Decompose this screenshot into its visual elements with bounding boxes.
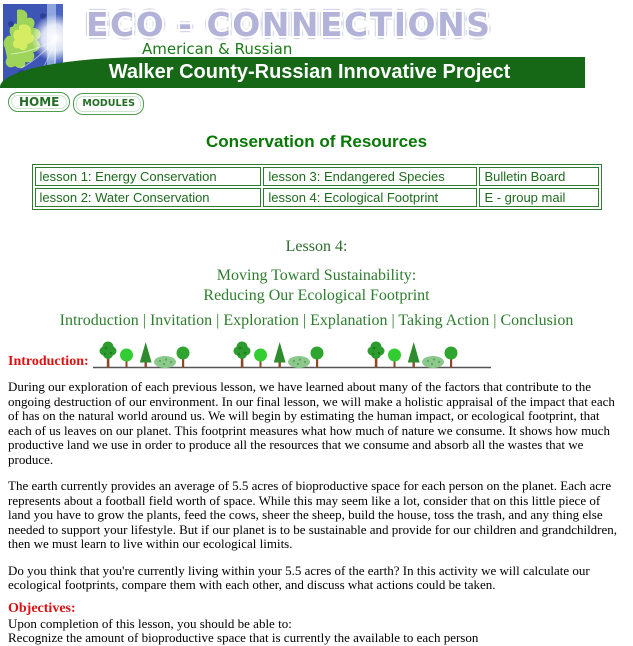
section-link-taking-action[interactable]: Taking Action [398, 312, 490, 329]
banner-title: Walker County-Russian Innovative Project [108, 61, 511, 83]
section-link-exploration[interactable]: Exploration [223, 312, 299, 329]
intro-paragraph-2: The earth currently provides an average of 5.5 acres of bioproductive space for each person on the planet. Each acre represents about a football field worth of space. While this may seem like a lot, consider that on this little piece of land you have to grow the plants, feed the cows, sheer the sheep, build the house, toss the trash, and any thing else needed to support your lifestyle. But if our planet is to be sustainable and provide for our children and grandchildren, then we must learn to live within our ecological limits. [8, 478, 618, 551]
lesson-heading: Lesson 4: [285, 238, 348, 255]
separator: | [387, 312, 399, 329]
lesson-subtitle-line2: Reducing Our Ecological Footprint [203, 287, 430, 304]
modules-button[interactable]: MODULES [73, 93, 144, 115]
table-row [35, 167, 599, 186]
introduction-label: Introduction: [8, 354, 89, 369]
separator: | [212, 312, 224, 329]
lesson-4-link[interactable]: lesson 4: Ecological Footprint [263, 188, 477, 207]
separator: | [489, 312, 501, 329]
section-link-explanation[interactable]: Explanation [310, 312, 388, 329]
main-content [0, 132, 633, 646]
lesson-1-link[interactable]: lesson 1: Energy Conservation [35, 167, 262, 186]
bulletin-board-link[interactable]: Bulletin Board [479, 167, 598, 186]
home-button[interactable]: HOME [8, 92, 70, 112]
intro-paragraph-3: Do you think that you're currently living within your 5.5 acres of the earth? In this activity we will calculate our ecological footprints, compare them with each other, and discuss what actions could be taken. [8, 562, 590, 592]
section-link-introduction[interactable]: Introduction [59, 312, 139, 329]
banner [0, 57, 585, 88]
lesson-table [32, 164, 602, 210]
intro-paragraph-1: During our exploration of each previous lesson, we have learned about many of the factors that contribute to the ongoing destruction of our environment. In our final lesson, we will make a holistic appraisal of the impact that each of has on the natural world around us. We will begin by estimating the human impact, or ecological footprint, that each of us leaves on our planet. This footprint measures what how much of nature we consume. It shows how much productive land we use in order to produce all the resources that we consume and absorb all the wastes that we produce. [8, 379, 615, 467]
lesson-3-link[interactable]: lesson 3: Endangered Species [263, 167, 477, 186]
table-row [35, 188, 599, 207]
lesson-subtitle [8, 266, 625, 306]
objectives-item: Recognize the amount of bioproductive space that is currently the available to each person [8, 630, 479, 645]
site-logo-title: ECO - CONNECTIONS [86, 5, 492, 44]
objectives-lead: Upon completion of this lesson, you should be able to: [8, 615, 292, 631]
section-link-invitation[interactable]: Invitation [149, 312, 213, 329]
egroup-mail-link[interactable]: E - group mail [479, 188, 598, 207]
section-nav [8, 312, 625, 330]
top-nav [8, 92, 633, 114]
lesson-subtitle-line1: Moving Toward Sustainability: [216, 267, 417, 284]
tree-row-divider-image [93, 340, 491, 370]
separator: | [298, 312, 311, 329]
section-link-conclusion[interactable]: Conclusion [500, 312, 574, 329]
site-logo-subtitle: American & Russian [142, 40, 293, 58]
site-header [0, 0, 633, 88]
introduction-section-header [8, 340, 625, 370]
separator: | [138, 312, 150, 329]
lesson-2-link[interactable]: lesson 2: Water Conservation [35, 188, 262, 207]
objectives-label: Objectives: [8, 600, 76, 616]
page-title: Conservation of Resources [205, 132, 428, 151]
